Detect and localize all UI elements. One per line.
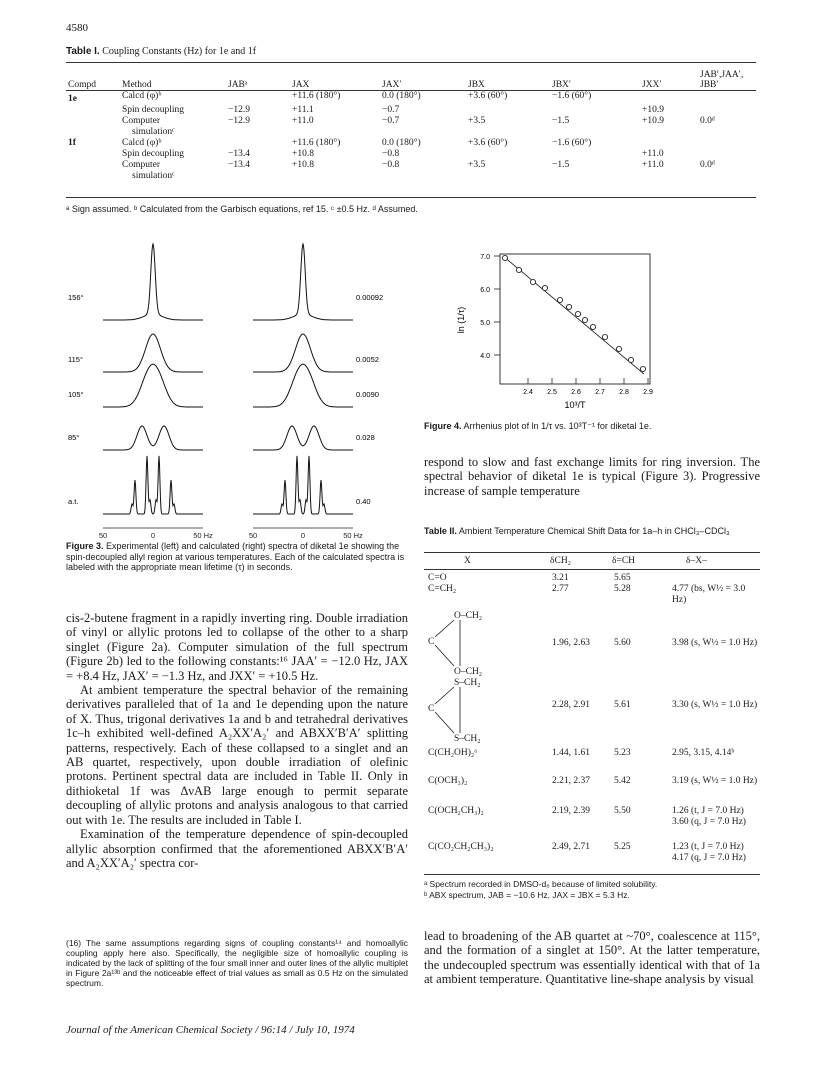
table2-cell-ch2: 2.19, 2.39 <box>552 806 590 816</box>
table1-cell: +10.8 <box>292 149 314 159</box>
table1-header-cell: JAX <box>290 64 380 91</box>
table2-cell-x: C(OCH₂CH₃)₂ <box>428 806 484 816</box>
fig4-ylabel: ln (1/τ) <box>456 306 466 334</box>
page-number: 4580 <box>66 22 88 34</box>
figure4-arrhenius-plot <box>448 246 708 411</box>
paragraph: cis-2-butene fragment in a rapidly inverting ring. Double irradiation of vinyl or allylic protons led to collapse of the other to a sharp singlet (Figure 2a). Computer simulation of the full spectrum (Figure 2b) led to the following constants:¹⁶ JAA′ = −12.0 Hz, JAX = +8.4 Hz, JAX′ = −1.3 Hz, and JXX′ = +10.5 Hz. <box>66 611 408 683</box>
table2-caption <box>424 526 760 537</box>
table2-cell-x-shift: 2.95, 3.15, 4.14ᵇ <box>672 748 735 758</box>
fig4-data-point <box>640 366 645 371</box>
fig4-data-point <box>590 324 595 329</box>
struct-c: C <box>428 637 435 647</box>
table1-row <box>66 160 756 171</box>
table2-cell-ch: 5.50 <box>614 806 631 816</box>
table1-row <box>66 149 756 160</box>
table1-cell <box>226 171 290 182</box>
table2-cell-x-shift: 1.23 (t, J = 7.0 Hz) 4.17 (q, J = 7.0 Hz) <box>672 842 746 863</box>
fig4-xlabel: 10³/T <box>564 400 586 410</box>
fig4-data-point <box>516 267 521 272</box>
figure3-text: Experimental (left) and calculated (right) spectra of diketal 1e showing the spin-decoupled allyl region at various temperatures. Each of the calculated spectra is labeled with the appropriate mean lifetime (τ) in seconds. <box>66 541 405 572</box>
table1-label: Table I. <box>66 46 100 57</box>
fig3-experimental-spectrum <box>103 456 203 514</box>
table1-top-rule <box>66 62 756 63</box>
table1-header-cell: JXX′ <box>640 64 698 91</box>
fig3-temperature-label: 156° <box>68 293 84 302</box>
figure4-label: Figure 4. <box>424 421 462 431</box>
fig3-axis-right-tick: 50 Hz <box>343 531 363 540</box>
table1-cell: Spin decoupling <box>122 105 185 115</box>
table1-cell <box>640 91 698 106</box>
table2-cell-ch: 5.65 <box>614 573 631 583</box>
fig3-lifetime-label: 0.00092 <box>356 293 384 302</box>
table1-cell: 1f <box>68 138 76 148</box>
table1-cell: +3.5 <box>468 116 486 126</box>
fig3-axis-right-tick: 50 <box>248 531 258 540</box>
table2-cell-ch2: 2.49, 2.71 <box>552 842 590 852</box>
fig3-experimental-spectrum <box>103 334 203 372</box>
fig4-data-point <box>616 346 621 351</box>
fig3-calculated-spectrum <box>253 426 353 450</box>
table1-cell <box>66 116 120 127</box>
table1-cell <box>380 127 466 138</box>
fig4-xtick-label: 2.7 <box>595 389 605 396</box>
table2-cell-x-shift: 1.26 (t, J = 7.0 Hz) 3.60 (q, J = 7.0 Hz) <box>672 806 746 827</box>
table2-cell-ch2: 1.96, 2.63 <box>552 638 590 648</box>
table1-cell <box>290 127 380 138</box>
table2-header-ch: δ=CH <box>612 556 636 566</box>
table1-cell: −1.5 <box>552 116 570 126</box>
table1-footnotes: ᵃ Sign assumed. ᵇ Calculated from the Garbisch equations, ref 15. ᶜ ±0.5 Hz. ᵈ Assumed. <box>66 204 418 214</box>
table1-cell: Computer <box>122 160 160 170</box>
table1-cell: 0.0ᵈ <box>700 160 715 170</box>
table1-cell <box>640 127 698 138</box>
table1-cell: +11.0 <box>642 149 664 159</box>
table1-row <box>66 127 756 138</box>
table1-cell: −12.9 <box>228 116 250 126</box>
table1-cell: Calcd (φ)ᵇ <box>122 91 162 101</box>
table1-cell: −1.5 <box>552 160 570 170</box>
table1-cell: +11.6 (180°) <box>292 138 341 148</box>
table1-cell: +3.6 (60°) <box>468 91 508 101</box>
table2-cell-ch2: 2.28, 2.91 <box>552 700 590 710</box>
table1-cell <box>466 149 550 160</box>
table2-structures <box>424 552 544 802</box>
table2-title: Ambient Temperature Chemical Shift Data for 1a–h in CHCl₃–CDCl₃ <box>458 526 730 536</box>
fig4-data-point <box>582 317 587 322</box>
fig4-data-point <box>530 279 535 284</box>
figure3-label: Figure 3. <box>66 541 104 551</box>
fig4-xtick-label: 2.8 <box>619 389 629 396</box>
figure3-spectra <box>66 232 396 552</box>
table1-cell: −0.7 <box>382 116 400 126</box>
fig3-lifetime-label: 0.0052 <box>356 355 379 364</box>
table1-cell <box>380 171 466 182</box>
table2-cell-x-shift: 3.98 (s, W½ = 1.0 Hz) <box>672 638 758 648</box>
footnote-16: (16) The same assumptions regarding signs of coupling constants¹⁴ and homoallylic coupling apply here also. Specifically, the negligible size of homoallylic coupling is indicated by the lack of splitting of the four small inner and outer lines of the allylic multiplet in Figure 2a¹³ᵇ and the noticeable effect of trial values as small as 0.5 Hz on the simulated spectrum. <box>66 938 408 988</box>
table1-cell <box>550 149 640 160</box>
table1-cell <box>698 171 756 182</box>
table2-footnote-b: ᵇ ABX spectrum, JAB = −10.6 Hz, JAX = JBX = 5.3 Hz. <box>424 889 630 900</box>
fig3-temperature-label: 85° <box>68 433 80 442</box>
fig3-calculated-spectrum <box>253 244 353 320</box>
table1-cell <box>466 127 550 138</box>
fig3-experimental-spectrum <box>103 426 203 450</box>
table2-header-ch2: δCH₂ <box>550 556 571 566</box>
table1-cell <box>66 105 120 116</box>
table1-cell: −1.6 (60°) <box>552 91 592 101</box>
table1-cell <box>466 105 550 116</box>
table1-cell: Spin decoupling <box>122 149 185 159</box>
table1-row <box>66 91 756 106</box>
body-text-right-top: respond to slow and fast exchange limits for ring inversion. The spectral behavior of diketal 1e is typical (Figure 3). Progressive increase of sample temperature <box>424 455 760 498</box>
table1-cell <box>290 171 380 182</box>
table1-cell <box>226 91 290 106</box>
table1-cell: 0.0 (180°) <box>382 91 421 101</box>
fig4-data-point <box>575 311 580 316</box>
fig3-temperature-label: a.t. <box>68 497 79 506</box>
table2-cell-ch2: 2.77 <box>552 584 569 594</box>
fig3-axis-left-tick: 50 Hz <box>193 531 213 540</box>
table1-cell <box>66 160 120 171</box>
table1-cell: −13.4 <box>228 160 250 170</box>
fig3-lifetime-label: 0.028 <box>356 433 375 442</box>
table1-cell: +3.5 <box>468 160 486 170</box>
table1-cell: Calcd (φ)ᵇ <box>122 138 162 148</box>
table1-bottom-rule <box>66 197 756 198</box>
table2-cell-x-shift: 4.77 (bs, W½ = 3.0 Hz) <box>672 584 746 605</box>
table1-caption <box>66 46 256 57</box>
fig3-temperature-label: 115° <box>68 355 83 364</box>
table1-cell <box>226 127 290 138</box>
table2-cell-x: C=CH₂ <box>428 584 457 594</box>
table1-cell: +11.1 <box>292 105 314 115</box>
table1-header-cell: JBX′ <box>550 64 640 91</box>
table1-header-cell: Compd <box>66 64 120 91</box>
body-text-right-bottom: lead to broadening of the AB quartet at ~70°, coalescence at 115°, and the formation of a singlet at 150°. At the latter temperature, the undecoupled spectrum was essentially identical with that of 1a at ambient temperature. Quantitative line-shape analysis by visual <box>424 929 760 987</box>
fig3-calculated-spectrum <box>253 334 353 372</box>
table1-cell: +10.8 <box>292 160 314 170</box>
table1-cell: −0.7 <box>382 105 400 115</box>
table1-cell: 0.0ᵈ <box>700 116 715 126</box>
table1-cell: −12.9 <box>228 105 250 115</box>
table1-header-cell: JABᵃ <box>226 64 290 91</box>
table2-cell-ch2: 2.21, 2.37 <box>552 776 590 786</box>
table1-cell <box>698 138 756 149</box>
table2-cell-x: C=O <box>428 573 447 583</box>
fig4-data-point <box>557 297 562 302</box>
table1-header-cell: JAX′ <box>380 64 466 91</box>
table1-cell <box>550 105 640 116</box>
paragraph: At ambient temperature the spectral behavior of the remaining derivatives paralleled that of 1a and 1e depending upon the nature of X. Thus, trigonal derivatives 1a and b and tetrahedral derivatives 1c–h exhibited well-defined A₂XX′A₂′ and ABXX′B′A′ splitting patterns, respectively. Each of these collapsed to a singlet and an AB quartet, respectively, upon double irradiation of olefinic protons. Pertinent spectral data are included in Table II. Only in dithioketal 1f was ΔνAB large enough to permit separate decoupling of allylic protons and analysis analogous to that carried out with 1e. The results are included in Table I. <box>66 683 408 827</box>
table2-cell-ch: 5.42 <box>614 776 631 786</box>
table1-cell: +3.6 (60°) <box>468 138 508 148</box>
fig4-xtick-label: 2.6 <box>571 389 581 396</box>
struct-s-ch2: S–CH₂ <box>454 734 481 744</box>
fig3-temperature-label: 105° <box>68 390 84 399</box>
table1-header-cell: JBX <box>466 64 550 91</box>
table1-cell: +10.9 <box>642 116 664 126</box>
table1-cell <box>66 127 120 138</box>
table2-cell-ch: 5.28 <box>614 584 631 594</box>
table1-cell <box>66 171 120 182</box>
fig4-data-point <box>602 334 607 339</box>
table1-cell <box>226 138 290 149</box>
table1-cell <box>698 91 756 106</box>
table2-cell-ch: 5.25 <box>614 842 631 852</box>
table2-footnotes <box>424 879 760 900</box>
table1-cell <box>698 127 756 138</box>
table1-cell: +11.0 <box>642 160 664 170</box>
fig4-data-point <box>502 255 507 260</box>
table1-cell <box>550 171 640 182</box>
fig4-frame <box>500 254 650 384</box>
table1-cell: Computer <box>122 116 160 126</box>
table1-row <box>66 138 756 149</box>
fig4-ytick-label: 5.0 <box>480 320 490 327</box>
table1-cell: −1.6 (60°) <box>552 138 592 148</box>
fig3-axis-left-tick: 0 <box>150 531 156 540</box>
fig4-data-point <box>628 357 633 362</box>
table1-cell: 1e <box>68 94 77 104</box>
fig4-ytick-label: 7.0 <box>480 254 490 261</box>
struct-o-ch2: O–CH₂ <box>454 611 483 621</box>
table1-cell: simulationᶜ <box>132 171 175 181</box>
table2-cell-ch: 5.60 <box>614 638 631 648</box>
body-text-left <box>66 611 408 870</box>
table1-cell <box>640 171 698 182</box>
paragraph: Examination of the temperature dependence of spin-decoupled allylic absorption confirmed that the aforementioned ABXX′B′A′ and A₂XX′A₂′ spectra cor- <box>66 827 408 870</box>
figure3-caption <box>66 541 406 573</box>
table1-header-cell: Method <box>120 64 226 91</box>
struct-s-ch2: S–CH₂ <box>454 678 481 688</box>
table2-label: Table II. <box>424 526 457 536</box>
table1-cell: −0.8 <box>382 160 400 170</box>
table1-title: Coupling Constants (Hz) for 1e and 1f <box>102 46 257 57</box>
table1-row <box>66 171 756 182</box>
fig3-experimental-spectrum <box>103 364 203 407</box>
table2-cell-ch: 5.61 <box>614 700 631 710</box>
table1-row <box>66 116 756 127</box>
table1-cell <box>66 149 120 160</box>
fig3-lifetime-label: 0.40 <box>356 497 371 506</box>
table1-cell <box>640 138 698 149</box>
fig3-axis-right-tick: 0 <box>300 531 306 540</box>
table2-header-x-shift: δ–X– <box>686 556 707 566</box>
table2-header-x: X <box>464 556 471 566</box>
table2-cell-ch2: 3.21 <box>552 573 569 583</box>
figure4-caption <box>424 421 651 432</box>
fig3-lifetime-label: 0.0090 <box>356 390 379 399</box>
fig3-calculated-spectrum <box>253 456 353 514</box>
table1-cell: +10.9 <box>642 105 664 115</box>
table2-cell-x: C(OCH₃)₂ <box>428 776 468 786</box>
table1-cell <box>698 105 756 116</box>
struct-c: C <box>428 704 435 714</box>
table2-cell-x-shift: 3.19 (s, W½ = 1.0 Hz) <box>672 776 758 786</box>
table1-cell: 0.0 (180°) <box>382 138 421 148</box>
table1-cell <box>698 149 756 160</box>
table1-cell: −13.4 <box>228 149 250 159</box>
fig4-fit-line <box>503 256 644 374</box>
table1 <box>66 64 756 182</box>
fig4-data-point <box>542 285 547 290</box>
fig3-calculated-spectrum <box>253 364 353 407</box>
table2-cell-ch2: 1.44, 1.61 <box>552 748 590 758</box>
table1-cell: +11.0 <box>292 116 314 126</box>
table1-row <box>66 105 756 116</box>
fig3-axis-left-tick: 50 <box>98 531 108 540</box>
fig3-experimental-spectrum <box>103 244 203 320</box>
table1-header-cell: JAB′,JAA′, JBB′ <box>698 64 756 91</box>
table1-cell: −0.8 <box>382 149 400 159</box>
table1-cell <box>466 171 550 182</box>
table2-cell-x-shift: 3.30 (s, W½ = 1.0 Hz) <box>672 700 758 710</box>
table2-cell-x: C(CO₂CH₂CH₃)₂ <box>428 842 494 852</box>
fig4-xtick-label: 2.4 <box>523 389 533 396</box>
journal-footer: Journal of the American Chemical Society / 96:14 / July 10, 1974 <box>66 1024 355 1036</box>
fig4-xtick-label: 2.9 <box>643 389 653 396</box>
fig4-ytick-label: 4.0 <box>480 353 490 360</box>
figure4-text: Arrhenius plot of ln 1/τ vs. 10³T⁻¹ for diketal 1e. <box>463 421 652 431</box>
table1-cell <box>550 127 640 138</box>
table2-footnote-a: ᵃ Spectrum recorded in DMSO-d₆ because of limited solubility. <box>424 879 658 889</box>
table2-cell-x: C(CH₂OH)₂ᵃ <box>428 748 477 758</box>
table2-bottom-rule <box>424 874 760 875</box>
struct-o-ch2: O–CH₂ <box>454 667 483 677</box>
table1-cell: +11.6 (180°) <box>292 91 341 101</box>
table1-cell: simulationᶜ <box>132 127 175 137</box>
fig4-ytick-label: 6.0 <box>480 287 490 294</box>
table2-cell-ch: 5.23 <box>614 748 631 758</box>
fig4-data-point <box>566 304 571 309</box>
fig4-xtick-label: 2.5 <box>547 389 557 396</box>
